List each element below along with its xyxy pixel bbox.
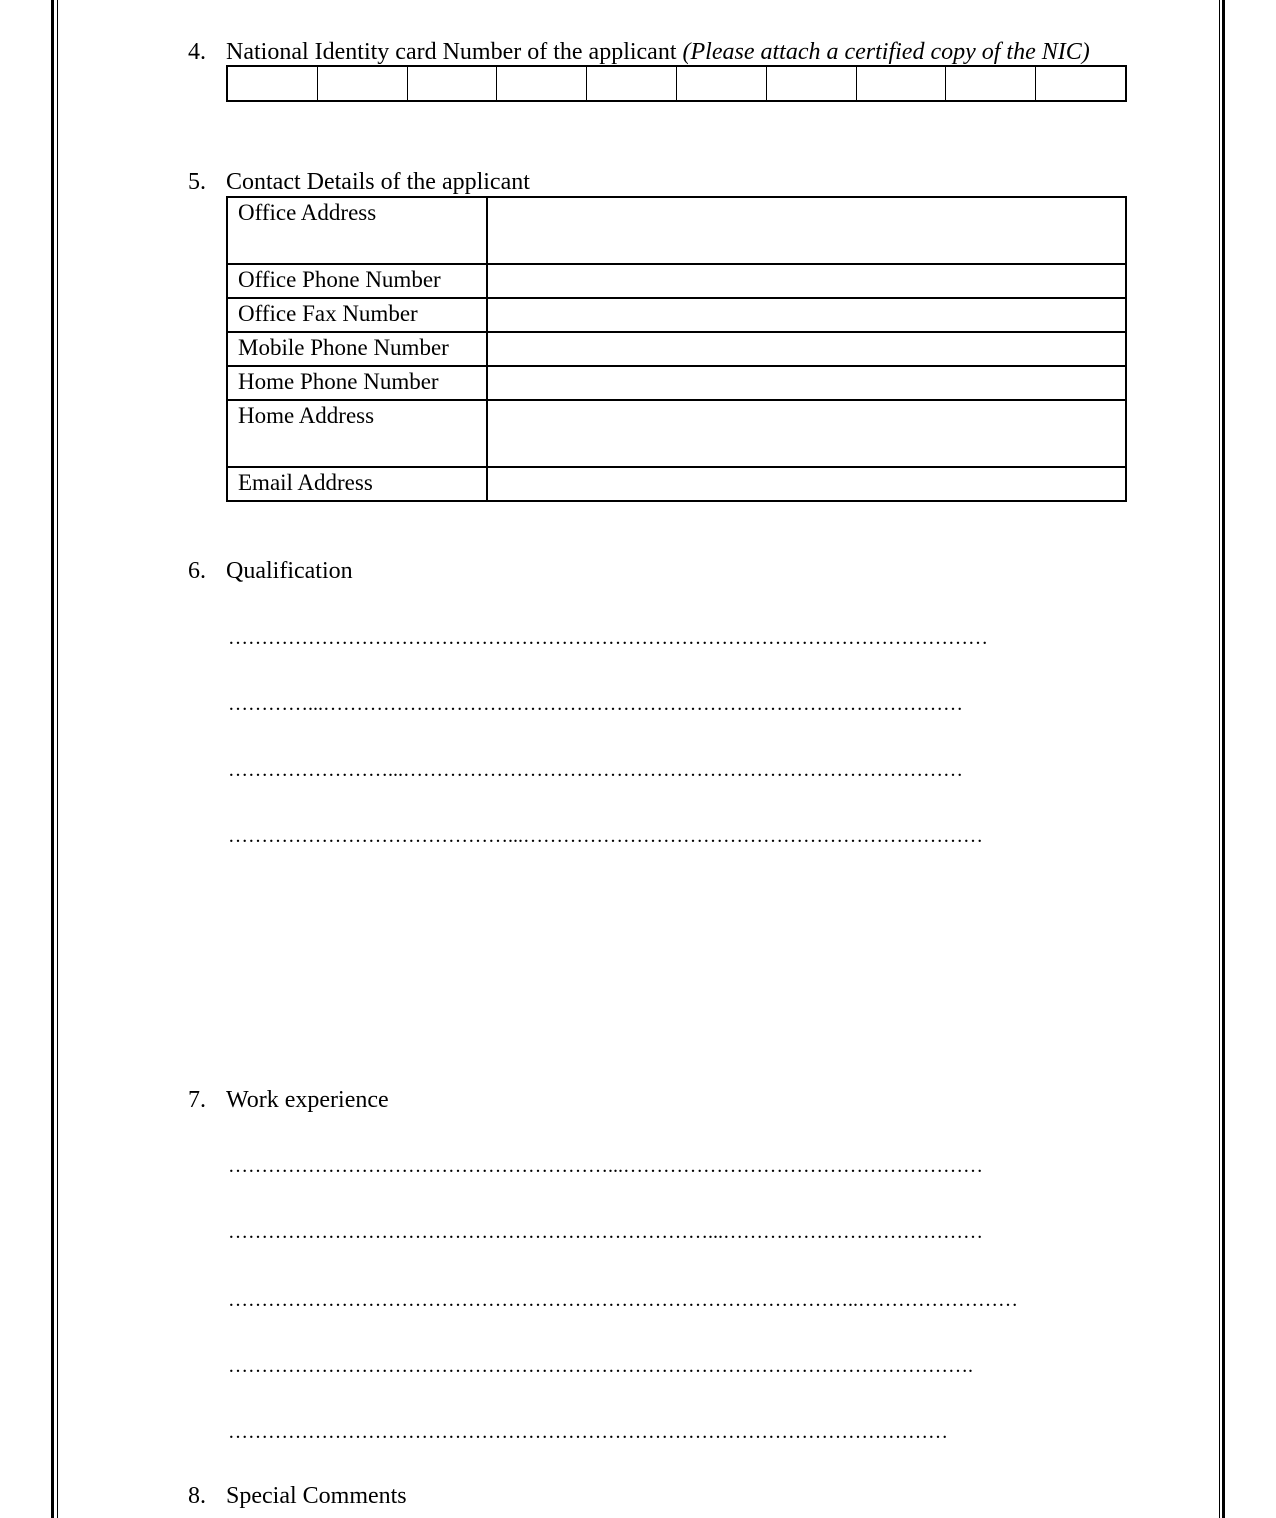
work-title: Work experience	[226, 1087, 389, 1113]
office-address-label: Office Address	[227, 197, 487, 264]
comments-title: Special Comments	[226, 1483, 407, 1509]
table-row	[227, 197, 1126, 264]
work-line[interactable]: …………………………………………………...………………………………………………	[228, 1156, 983, 1176]
mobile-phone-field[interactable]	[487, 332, 1126, 366]
office-phone-label: Office Phone Number	[227, 264, 487, 298]
home-address-label: Home Address	[227, 400, 487, 467]
table-row	[227, 332, 1126, 366]
home-phone-label: Home Phone Number	[227, 366, 487, 400]
page-border-right-inner	[1219, 0, 1220, 1518]
nic-digit-box[interactable]	[677, 67, 767, 100]
home-address-field[interactable]	[487, 400, 1126, 467]
nic-digit-box[interactable]	[408, 67, 498, 100]
mobile-phone-label: Mobile Phone Number	[227, 332, 487, 366]
qualification-number: 6.	[188, 558, 206, 584]
nic-digit-box[interactable]	[318, 67, 408, 100]
email-address-label: Email Address	[227, 467, 487, 501]
work-number: 7.	[188, 1087, 206, 1113]
nic-note: (Please attach a certified copy of the NIC)	[682, 39, 1090, 65]
contact-number: 5.	[188, 169, 206, 195]
nic-digit-box[interactable]	[946, 67, 1036, 100]
qualification-line[interactable]: ……………………...…………………………………………………………………………	[228, 760, 963, 780]
table-row	[227, 264, 1126, 298]
nic-title: National Identity card Number of the applicant	[226, 39, 683, 65]
page-border-left-inner	[57, 0, 58, 1518]
nic-input-boxes	[226, 65, 1127, 102]
work-heading	[188, 1086, 389, 1114]
work-line[interactable]: ………………………………………………………………...…………………………………	[228, 1222, 983, 1242]
nic-digit-box[interactable]	[228, 67, 318, 100]
table-row	[227, 366, 1126, 400]
nic-digit-box[interactable]	[857, 67, 947, 100]
nic-digit-box[interactable]	[587, 67, 677, 100]
work-line[interactable]: …………………………………………………………………………………..……………………	[228, 1290, 1018, 1310]
nic-digit-box[interactable]	[1036, 67, 1125, 100]
qualification-line[interactable]: …………...……………………………………………………………………………………	[228, 694, 963, 714]
table-row	[227, 467, 1126, 501]
qualification-heading	[188, 557, 353, 585]
home-phone-field[interactable]	[487, 366, 1126, 400]
office-phone-field[interactable]	[487, 264, 1126, 298]
table-row	[227, 400, 1126, 467]
email-address-field[interactable]	[487, 467, 1126, 501]
work-line[interactable]: ………………………………………………………………………………………………….	[228, 1356, 973, 1376]
office-fax-field[interactable]	[487, 298, 1126, 332]
comments-heading	[188, 1482, 407, 1510]
qualification-line[interactable]: ……………………………………………………………………………………………………	[228, 628, 988, 648]
table-row	[227, 298, 1126, 332]
page-border-right-outer	[1222, 0, 1225, 1518]
comments-number: 8.	[188, 1483, 206, 1509]
nic-heading	[188, 38, 1090, 66]
contact-details-table	[226, 196, 1127, 502]
office-fax-label: Office Fax Number	[227, 298, 487, 332]
office-address-field[interactable]	[487, 197, 1126, 264]
nic-number: 4.	[188, 39, 206, 65]
qualification-line[interactable]: ……………………………………...……………………………………………………………	[228, 826, 983, 846]
qualification-title: Qualification	[226, 558, 353, 584]
work-line[interactable]: ………………………………………………………………………………………………	[228, 1422, 948, 1442]
nic-digit-box[interactable]	[767, 67, 857, 100]
contact-heading	[188, 168, 530, 196]
page-border-left-outer	[51, 0, 54, 1518]
contact-title: Contact Details of the applicant	[226, 169, 530, 195]
nic-digit-box[interactable]	[497, 67, 587, 100]
